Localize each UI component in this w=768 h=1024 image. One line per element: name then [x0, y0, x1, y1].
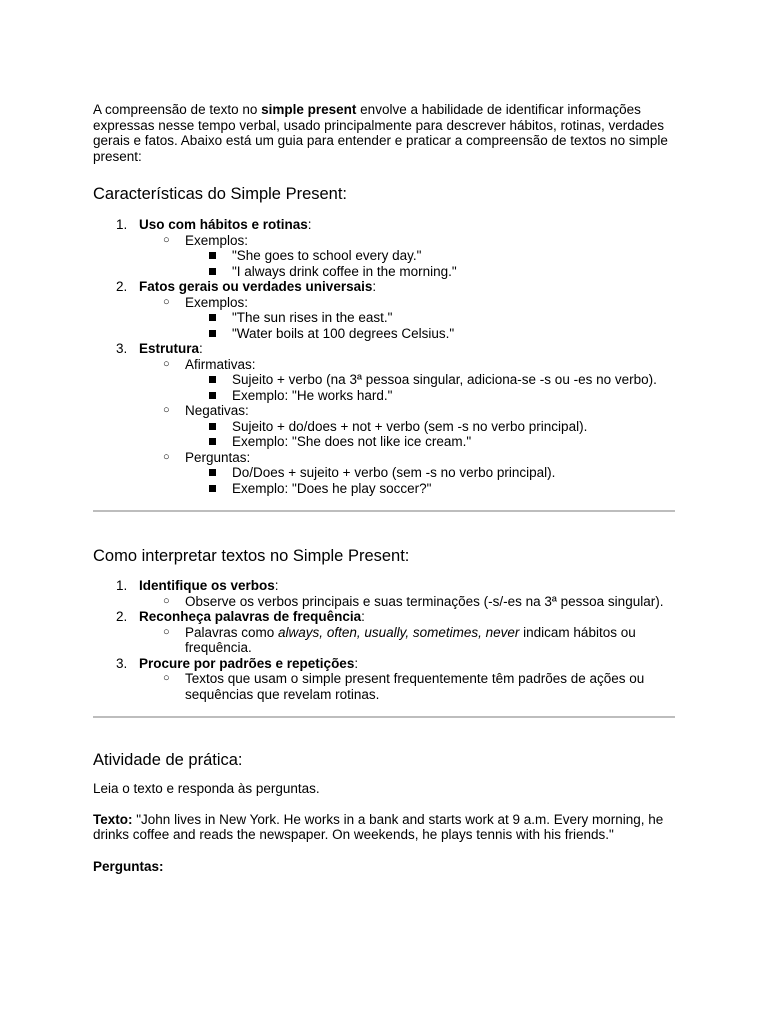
square-bullet-icon — [209, 330, 216, 337]
sub-list-item — [139, 295, 683, 342]
sub-list-label: Afirmativas: — [185, 356, 256, 372]
circle-bullet-icon: ○ — [163, 357, 170, 370]
list-item — [93, 609, 683, 656]
section-divider — [93, 716, 675, 718]
list-number: 1. — [116, 578, 128, 593]
sub-list-label: Exemplos: — [185, 294, 249, 310]
circle-bullet-icon: ○ — [163, 404, 170, 416]
bullet-item — [185, 481, 683, 497]
list-item — [93, 341, 683, 496]
texto-label: Texto: — [93, 811, 133, 827]
bullet-item — [185, 434, 683, 450]
sub-list-item — [139, 357, 683, 404]
bullet-list — [185, 310, 683, 341]
perguntas-label-text: Perguntas: — [93, 858, 164, 874]
list-item — [93, 279, 683, 341]
sub-list-item — [139, 671, 683, 702]
sub-list — [139, 625, 683, 656]
texto-paragraph — [93, 812, 683, 843]
sub-list-label: Perguntas: — [185, 449, 251, 465]
bullet-item — [185, 388, 683, 404]
square-bullet-icon — [209, 469, 216, 476]
circle-bullet-icon: ○ — [163, 450, 170, 463]
bullet-text: "The sun rises in the east." — [232, 310, 393, 325]
sub-list-text: Palavras como — [185, 624, 279, 640]
bullet-item — [185, 465, 683, 481]
list-item-label: Reconheça palavras de frequência — [139, 609, 362, 624]
section-divider — [93, 510, 675, 512]
square-bullet-icon — [209, 423, 216, 430]
bullet-text: "She goes to school every day." — [232, 248, 422, 263]
intro-text-before: A compreensão de texto no — [93, 102, 262, 117]
list-item — [93, 217, 683, 279]
list-item-suffix: : — [372, 279, 377, 294]
sub-list — [139, 357, 683, 497]
list-item — [93, 578, 683, 609]
sub-list-item — [139, 403, 683, 450]
sub-list — [139, 233, 683, 280]
bullet-item — [185, 248, 683, 264]
bullet-text: Exemplo: "Does he play soccer?" — [232, 480, 432, 496]
list-item — [93, 656, 683, 703]
list-item-suffix: : — [199, 341, 203, 356]
intro-bold-term: simple present — [261, 102, 357, 117]
bullet-list — [185, 419, 683, 450]
intro-text-after: envolve a habilidade de identificar informações expressas nesse tempo verbal, usado principalmente para descrever hábitos, rotinas, verdades gerais e fatos. Abaixo está um guia para entender e praticar a compreensão de textos no simple present: — [93, 102, 668, 164]
circle-bullet-icon: ○ — [163, 594, 170, 607]
list-item-suffix: : — [361, 609, 365, 624]
circle-bullet-icon: ○ — [163, 672, 170, 684]
square-bullet-icon — [209, 268, 216, 275]
sub-list-label: Negativas: — [185, 403, 249, 418]
instruction-text: Leia o texto e responda às perguntas. — [93, 781, 320, 796]
caracteristicas-list — [93, 217, 683, 496]
sub-list-item — [139, 233, 683, 280]
perguntas-label — [93, 859, 683, 875]
bullet-text: Sujeito + verbo (na 3ª pessoa singular, adiciona-se -s ou -es no verbo). — [232, 372, 657, 387]
square-bullet-icon — [209, 438, 216, 445]
square-bullet-icon — [209, 252, 216, 259]
document-page — [93, 102, 683, 874]
heading-como-interpretar: Como interpretar textos no Simple Present: — [93, 547, 410, 565]
bullet-item — [185, 326, 683, 342]
sub-list-text: Observe os verbos principais e suas terminações (-s/-es na 3ª pessoa singular). — [185, 593, 664, 609]
square-bullet-icon — [209, 314, 216, 321]
sub-list-text: Textos que usam o simple present frequentemente têm padrões de ações ou sequências que revelam rotinas. — [185, 671, 645, 702]
texto-body: "John lives in New York. He works in a bank and starts work at 9 a.m. Every morning, he drinks coffee and reads the newspaper. On weekends, he plays tennis with his friends." — [93, 811, 664, 842]
list-number: 1. — [116, 217, 128, 232]
sub-list — [139, 671, 683, 702]
bullet-text: "Water boils at 100 degrees Celsius." — [232, 325, 455, 341]
list-item-label: Fatos gerais ou verdades universais — [139, 279, 373, 294]
bullet-item — [185, 264, 683, 280]
bullet-item — [185, 419, 683, 435]
bullet-text: Exemplo: "He works hard." — [232, 387, 393, 403]
bullet-text: Exemplo: "She does not like ice cream." — [232, 434, 472, 449]
bullet-list — [185, 372, 683, 403]
list-number: 3. — [116, 655, 128, 671]
como-list — [93, 578, 683, 702]
circle-bullet-icon: ○ — [163, 233, 170, 246]
sub-list-label: Exemplos: — [185, 232, 249, 248]
bullet-item — [185, 372, 683, 388]
bullet-text: Do/Does + sujeito + verbo (sem -s no verbo principal). — [232, 465, 556, 480]
list-item-suffix: : — [354, 655, 359, 671]
sub-list-item — [139, 450, 683, 497]
heading-atividade: Atividade de prática: — [93, 751, 243, 769]
sub-list — [139, 295, 683, 342]
bullet-list — [185, 248, 683, 279]
list-item-label: Estrutura — [139, 341, 200, 356]
square-bullet-icon — [209, 485, 216, 492]
bullet-list — [185, 465, 683, 496]
list-item-suffix: : — [274, 578, 279, 593]
sub-list-item — [139, 594, 683, 610]
list-item-label: Identifique os verbos — [139, 578, 275, 593]
intro-paragraph — [93, 102, 683, 164]
square-bullet-icon — [209, 392, 216, 399]
circle-bullet-icon: ○ — [163, 625, 170, 638]
sub-list-item — [139, 625, 683, 656]
list-number: 3. — [116, 341, 128, 356]
sub-list-text: indicam hábitos ou frequência. — [185, 624, 636, 655]
square-bullet-icon — [209, 376, 216, 383]
heading-caracteristicas: Características do Simple Present: — [93, 185, 348, 203]
bullet-text: Sujeito + do/does + not + verbo (sem -s no verbo principal). — [232, 418, 588, 434]
list-item-label: Uso com hábitos e rotinas — [139, 217, 308, 232]
circle-bullet-icon: ○ — [163, 295, 170, 308]
list-number: 2. — [116, 609, 128, 624]
frequency-words: always, often, usually, sometimes, never — [278, 624, 520, 640]
sub-list — [139, 594, 683, 610]
bullet-item — [185, 310, 683, 326]
list-item-label: Procure por padrões e repetições — [139, 655, 355, 671]
bullet-text: "I always drink coffee in the morning." — [232, 263, 457, 279]
list-item-suffix: : — [307, 217, 312, 232]
list-number: 2. — [116, 279, 128, 294]
